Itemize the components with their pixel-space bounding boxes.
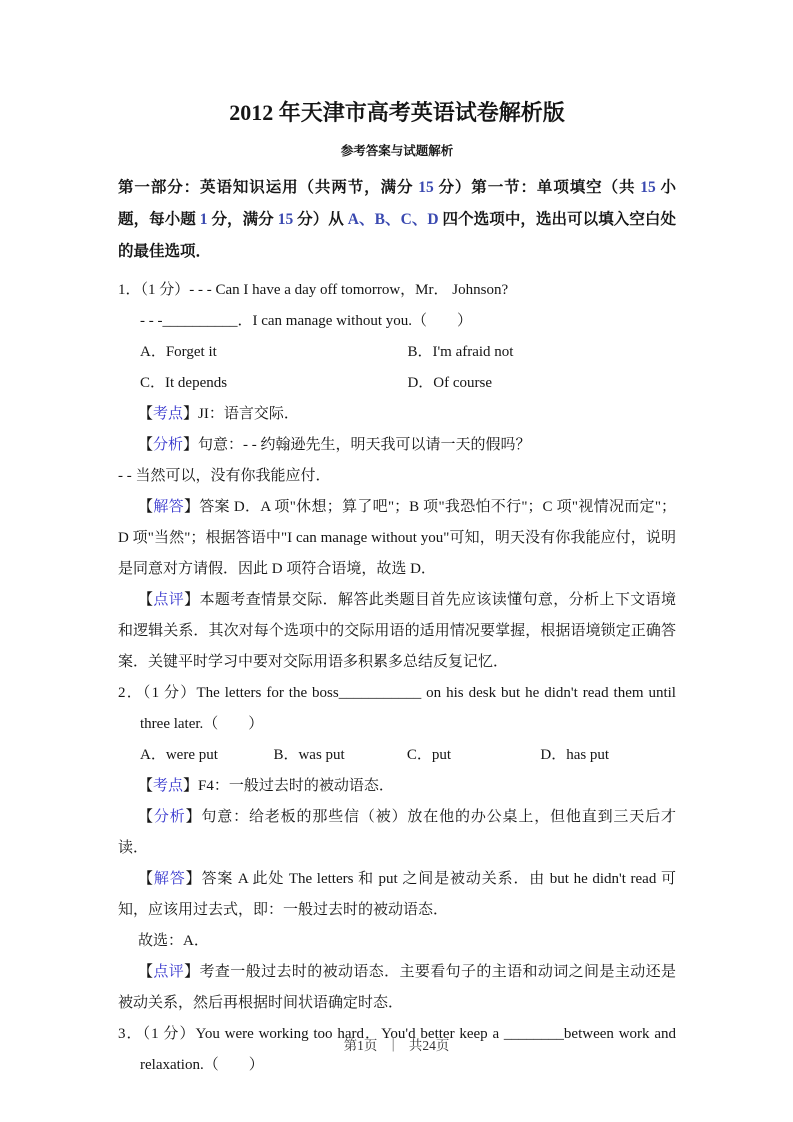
question-1: [118, 275, 676, 678]
options-list: [118, 740, 676, 771]
dianping-section: [118, 585, 676, 678]
question-score: （1 分）: [142, 685, 197, 701]
jieda-text: 答案 D．A 项"休想；算了吧"；B 项"我恐怕不行"；C 项"视情况而定"；D 项"当然"；根据答语中"I can manage without you"可知，明天没有你我能应付，说明是同意对方请假．因此 D 项符合语境，故选 D．: [118, 499, 676, 577]
question-score: （1 分）: [142, 1026, 196, 1042]
options-list: [118, 337, 676, 399]
page-number: 第1页: [343, 1038, 378, 1053]
intro-text: 分，满分: [207, 211, 278, 228]
right-bracket: 】: [184, 964, 200, 980]
dianping-label: 点评: [153, 592, 185, 608]
jieda-section-line2: 故选：A．: [138, 933, 209, 949]
option-c: C．put: [406, 747, 452, 763]
question-stem-line2: - - -__________．I can manage without you.（ ）: [140, 313, 473, 329]
intro-text: 四个选项中，选出可以填入空白处的最佳选项．: [118, 211, 676, 260]
intro-score-number: 1: [199, 211, 208, 228]
question-stem: [118, 275, 676, 306]
right-bracket: 】: [185, 809, 202, 825]
kaodian-label: 考点: [153, 406, 184, 422]
section-header: [118, 172, 676, 268]
intro-text: 分）从: [293, 211, 348, 228]
option-c: C．It depends: [140, 375, 228, 391]
dianping-text: 本题考查情景交际．解答此类题目首先应该读懂句意，分析上下文语境和逻辑关系．其次对每个选项中的交际用语的适用情况要掌握，根据语境锁定正确答案．关键平时学习中要对交际用语多积累多总结反复记忆．: [118, 592, 676, 670]
intro-score-number: 15: [640, 179, 656, 196]
fenxi-section-line2: - - 当然可以，没有你我能应付．: [118, 468, 331, 484]
fenxi-section: [118, 802, 676, 864]
left-bracket: 【: [138, 406, 154, 422]
kaodian-text: F4：一般过去时的被动语态．: [198, 778, 394, 794]
question-score: （1 分）: [140, 282, 190, 298]
dianping-section: [118, 957, 676, 1019]
option-b: B．I'm afraid not: [407, 344, 514, 360]
page-footer: [0, 1036, 793, 1056]
question-text: - - - Can I have a day off tomorrow，Mr． Johnson?: [189, 282, 509, 298]
question-number: 3．: [118, 1026, 143, 1042]
option-b: B．was put: [273, 747, 345, 763]
right-bracket: 】: [184, 592, 200, 608]
right-bracket: 】: [185, 871, 202, 887]
jieda-text: 答案 A 此处 The letters 和 put 之间是被动关系．由 but he didn't read 可知，应该用过去式，即：一般过去时的被动语态．: [118, 871, 676, 918]
page-total: 共24页: [408, 1038, 450, 1053]
option-a: A．were put: [140, 747, 218, 763]
intro-score-number: 15: [418, 179, 434, 196]
left-bracket: 【: [138, 964, 154, 980]
option-d: D．Of course: [407, 375, 493, 391]
fenxi-text: 句意：- - 约翰逊先生，明天我可以请一天的假吗？: [198, 437, 531, 453]
jieda-label: 解答: [153, 871, 186, 887]
intro-text: 分）第一节：单项填空（共: [433, 179, 641, 196]
fenxi-section: [118, 430, 676, 461]
left-bracket: 【: [138, 778, 154, 794]
fenxi-label: 分析: [153, 809, 186, 825]
right-bracket: 】: [183, 406, 199, 422]
question-2: [118, 678, 676, 1019]
question-number: 2．: [118, 685, 143, 701]
jieda-label: 解答: [153, 499, 184, 515]
right-bracket: 】: [183, 437, 199, 453]
kaodian-section: [118, 399, 676, 430]
option-a: A．Forget it: [140, 344, 217, 360]
dianping-text: 考查一般过去时的被动语态．主要看句子的主语和动词之间是主动还是被动关系，然后再根据时间状语确定时态．: [118, 964, 676, 1011]
jieda-section: [118, 864, 676, 926]
fenxi-text: 句意：给老板的那些信（被）放在他的办公桌上，但他直到三天后才读．: [118, 809, 676, 856]
left-bracket: 【: [138, 871, 154, 887]
jieda-section: [118, 492, 676, 585]
intro-text: 小题，每小题: [118, 179, 676, 228]
right-bracket: 】: [183, 778, 199, 794]
question-stem: [118, 678, 676, 740]
fenxi-label: 分析: [153, 437, 184, 453]
option-d: D．has put: [540, 747, 610, 763]
right-bracket: 】: [183, 499, 200, 515]
dianping-label: 点评: [153, 964, 185, 980]
left-bracket: 【: [138, 499, 154, 515]
left-bracket: 【: [138, 592, 154, 608]
question-text: You were working too hard．You'd better keep a ________between work and relaxation.（ ）: [140, 1026, 676, 1073]
left-bracket: 【: [138, 437, 154, 453]
footer-divider: ｜: [386, 1038, 400, 1053]
intro-score-number: 15: [277, 211, 294, 228]
question-text: The letters for the boss___________ on his desk but he didn't read them until three later.（ ）: [140, 685, 676, 732]
question-number: 1．: [118, 282, 141, 298]
kaodian-text: JI：语言交际．: [198, 406, 299, 422]
left-bracket: 【: [138, 809, 154, 825]
intro-text: 第一部分：英语知识运用（共两节，满分: [118, 179, 419, 196]
page-subtitle: 参考答案与试题解析: [340, 144, 454, 158]
kaodian-section: [118, 771, 676, 802]
page-title: 2012 年天津市高考英语试卷解析版: [229, 100, 565, 125]
intro-option-letters: A、B、C、D: [347, 211, 439, 228]
kaodian-label: 考点: [153, 778, 184, 794]
